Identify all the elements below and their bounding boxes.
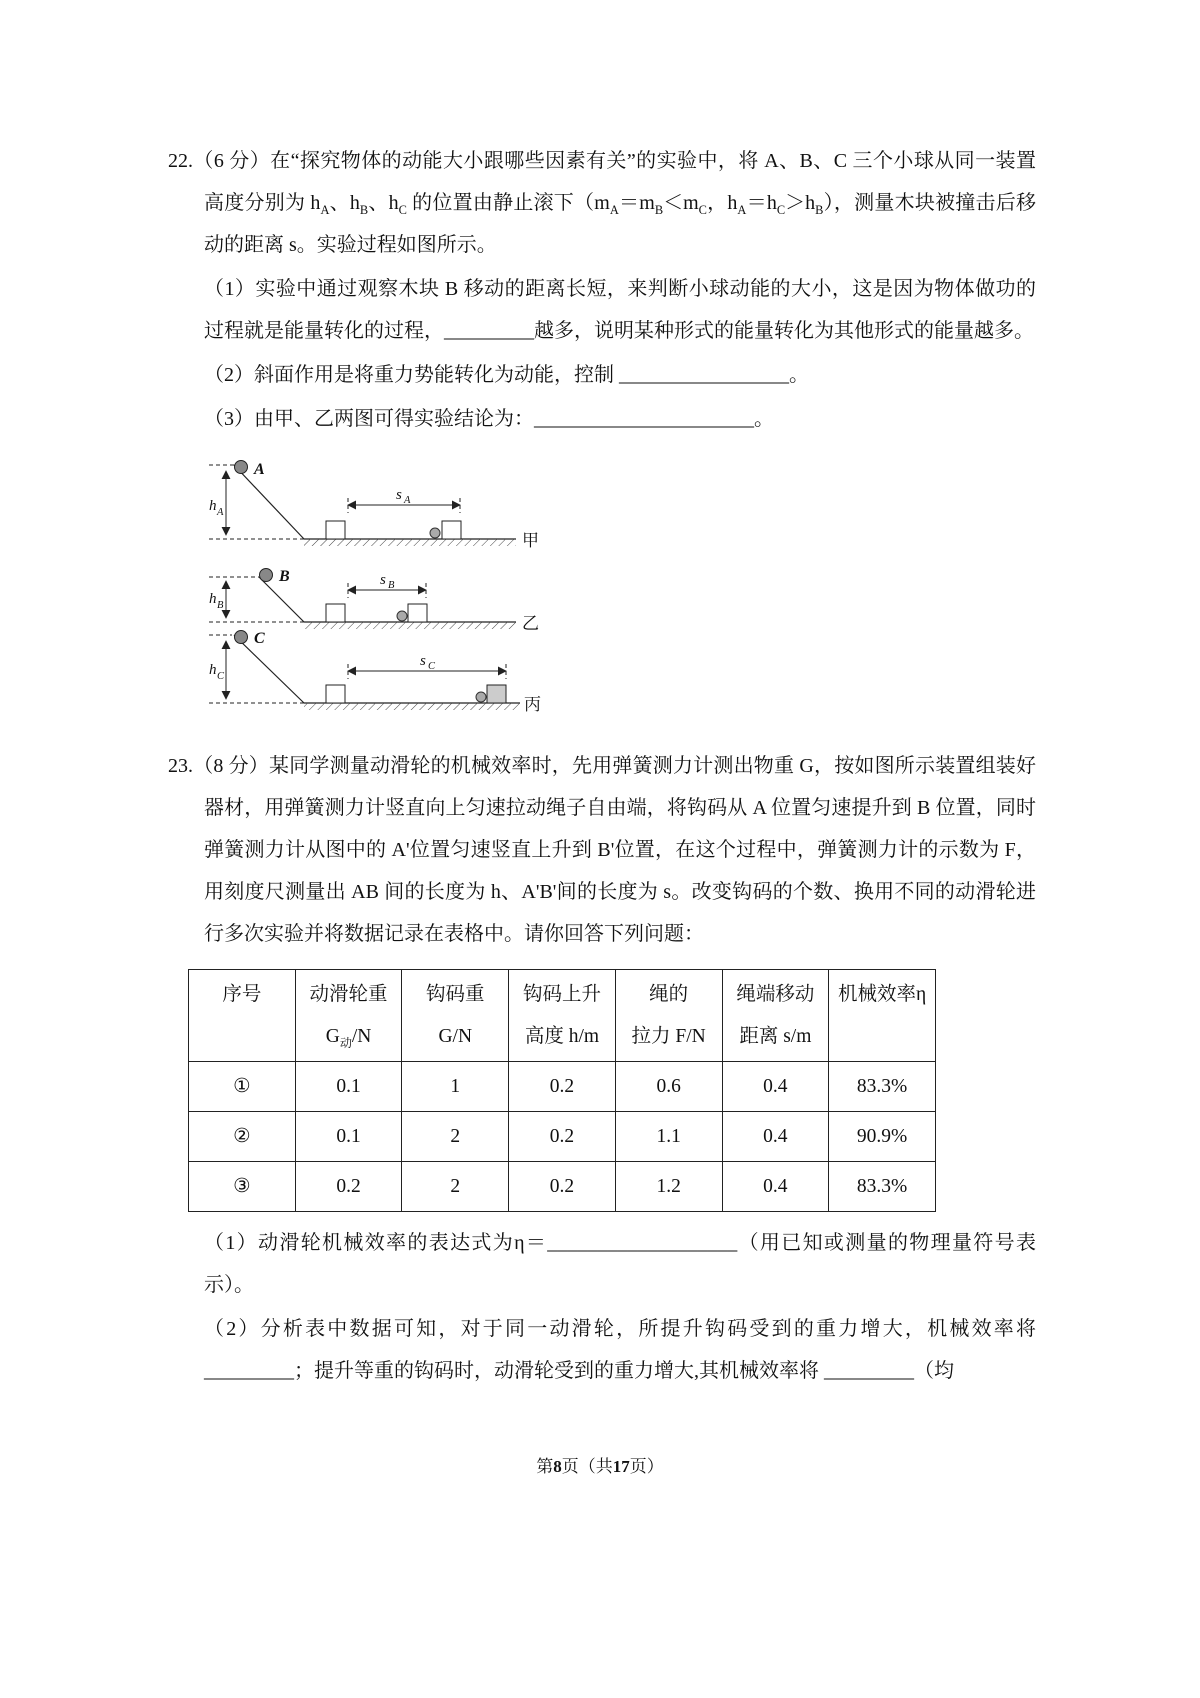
incline-a [234,465,304,539]
table-cell: 0.2 [509,1062,616,1112]
ball-c-label: C [254,630,265,647]
question-22-stem: 22.（6 分）在“探究物体的动能大小跟哪些因素有关”的实验中，将 A、B、C 三个小球从同一装置高度分别为 $h_A$、$h_B$、$h_C$ 的位置由静止滚下（$m_A=m_B<m_C$，$h_A=h_C>h_B$），测量木块被撞击后移动的距离 s。实验过程如图所示。 [168,150,1037,256]
table-row [189,1062,936,1112]
diagram-jia-label: 甲 [522,531,539,550]
question-22-part3: （3）由甲、乙两图可得实验结论为：______________________。 [204,408,774,430]
block-c-start [326,685,345,703]
inclined-plane-figure [204,450,552,722]
table-cell: 90.9% [829,1112,936,1162]
question-23-table [188,969,936,1212]
question-22-part2: （2）斜面作用是将重力势能转化为动能，控制 _________________。 [204,364,809,386]
block-a-start [326,521,345,539]
block-c-end [487,685,506,703]
table-cell: 83.3% [829,1162,936,1212]
distance-label-c: s [420,653,426,669]
incline-c [234,635,304,703]
height-label-a: h [209,498,217,514]
table-cell: 0.2 [509,1112,616,1162]
ball-a-icon [235,461,248,474]
col-header-hook-weight: 钩码重 G/N [402,970,509,1062]
col-header-rope-distance: 绳端移动 距离 s/m [722,970,829,1062]
ground-hatch-a [304,539,516,546]
col-header-index: 序号 [189,970,296,1062]
table-cell: 1.2 [615,1162,722,1212]
diagram-yi [209,568,539,633]
question-23-part1: （1）动滑轮机械效率的表达式为η＝___________________（用已知或测量的物理量符号表示）。 [204,1232,1036,1296]
ball-a-final-icon [430,528,440,538]
question-22-part1: （1）实验中通过观察木块 B 移动的距离长短，来判断小球动能的大小，这是因为物体做功的过程就是能量转化的过程，_________越多，说明某种形式的能量转化为其他形式的能量越多。 [204,278,1036,342]
col-header-efficiency: 机械效率η [829,970,936,1062]
col-header-pulley-weight: 动滑轮重 $G_动/N$ [295,970,402,1062]
block-b-start [326,604,345,622]
ball-b-icon [260,569,273,582]
table-cell: 1.1 [615,1112,722,1162]
table-cell: 0.1 [295,1062,402,1112]
table-header-row [189,970,936,1062]
svg-text:A: A [404,495,411,506]
distance-label-a: s [396,487,402,503]
table-cell: 0.4 [722,1062,829,1112]
ball-c-icon [235,631,248,644]
svg-text:B: B [388,580,395,591]
table-cell: 0.2 [295,1162,402,1212]
question-23-stem: 23.（8 分）某同学测量动滑轮的机械效率时，先用弹簧测力计测出物重 G，按如图所示装置组装好器材，用弹簧测力计竖直向上匀速拉动绳子自由端，将钩码从 A 位置匀速提升到 B 位置，同时弹簧测力计从图中的 A'位置匀速竖直上升到 B'位置，在这个过程中，弹簧测力计的示数为 F，用刻度尺测量出 AB 间的长度为 h、A'B'间的长度为 s。改变钩码的个数、换用不同的动滑轮进行多次实验并将数据记录在表格中。请你回答下列问题： [168,755,1036,945]
page-content [168,140,1036,1394]
table-cell: 83.3% [829,1062,936,1112]
question-22-figure [204,450,1036,737]
table-cell: 0.2 [509,1162,616,1212]
diagram-bing-label: 丙 [524,695,541,714]
table-cell: 0.4 [722,1112,829,1162]
table-row [189,1112,936,1162]
question-23-part2: （2）分析表中数据可知，对于同一动滑轮，所提升钩码受到的重力增大，机械效率将 _________；提升等重的钩码时，动滑轮受到的重力增大,其机械效率将 _________（均 [204,1318,1036,1382]
table-row [189,1162,936,1212]
table-cell: 0.1 [295,1112,402,1162]
page-footer: 第8页（共17页） [536,1457,664,1476]
ground-hatch-c [304,703,520,710]
table-cell: ③ [189,1162,296,1212]
table-cell: 2 [402,1112,509,1162]
ball-b-final-icon [397,611,407,621]
height-label-c: h [209,662,217,678]
svg-text:C: C [217,671,225,682]
height-label-b: h [209,591,217,607]
svg-text:C: C [428,661,436,672]
diagram-jia [209,461,539,551]
block-b-end [408,604,427,622]
distance-label-b: s [380,572,386,588]
col-header-rope-force: 绳的 拉力 F/N [615,970,722,1062]
table-cell: 0.4 [722,1162,829,1212]
ball-a-label: A [254,461,265,478]
diagram-yi-label: 乙 [522,614,539,633]
table-cell: 1 [402,1062,509,1112]
table-cell: ① [189,1062,296,1112]
ball-b-label: B [279,568,290,585]
svg-text:B: B [217,600,224,611]
table-cell: 0.6 [615,1062,722,1112]
col-header-rise-height: 钩码上升 高度 h/m [509,970,616,1062]
table-cell: 2 [402,1162,509,1212]
block-a-end [442,521,461,539]
ball-c-final-icon [476,692,486,702]
ground-hatch-b [304,622,516,629]
svg-text:A: A [217,507,224,518]
diagram-bing [209,630,541,714]
table-cell: ② [189,1112,296,1162]
